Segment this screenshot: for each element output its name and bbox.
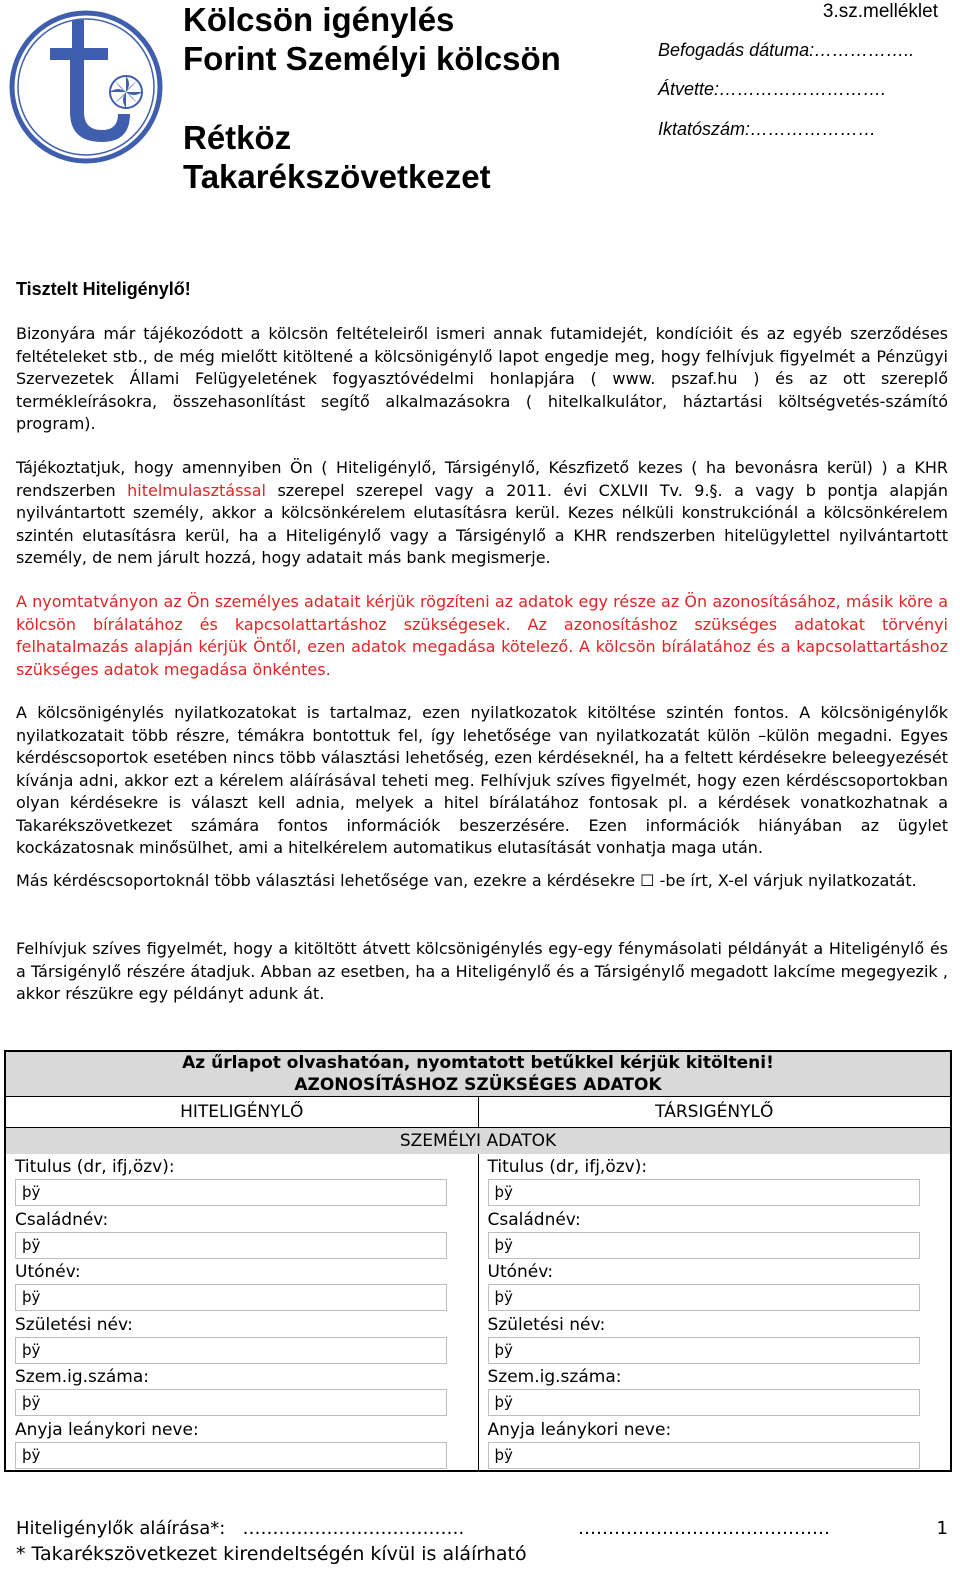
coapplicant-firstname-field [488, 1261, 951, 1314]
field-label: Családnév: [487, 1209, 581, 1230]
field-label: Utónév: [487, 1262, 554, 1282]
identification-form [4, 1050, 952, 1472]
khr-paragraph [16, 457, 948, 570]
applicant-title-field [15, 1156, 478, 1209]
coapplicant-firstname-input[interactable]: þÿ [488, 1284, 920, 1311]
applicant-birthname-field [15, 1314, 478, 1367]
coapplicant-id-field [488, 1366, 951, 1419]
received-by-field: Átvette:………………………. [658, 79, 887, 99]
form-body [6, 1154, 950, 1471]
signature-field-coapplicant[interactable]: …………………………………… [578, 1518, 830, 1539]
form-header [6, 1052, 950, 1097]
title-block [183, 0, 561, 196]
applicant-column [6, 1154, 479, 1471]
column-header-applicant: HITELIGÉNYLŐ [6, 1097, 479, 1127]
coapplicant-mother-name-field [488, 1419, 951, 1472]
field-label: Születési név: [15, 1314, 133, 1335]
coapplicant-surname-field [488, 1209, 951, 1262]
field-label: Szem.ig.száma: [15, 1367, 149, 1387]
checkbox-paragraph: Más kérdéscsoportoknál több választási lehetősége van, ezekre a kérdésekre ☐ -be írt, X-el várjuk nyilatkozatát. [16, 871, 917, 890]
field-label: Születési név: [487, 1314, 606, 1335]
applicant-mother-name-input[interactable]: þÿ [15, 1442, 447, 1469]
applicant-birthname-input[interactable]: þÿ [15, 1337, 447, 1364]
received-date-field: Befogadás dátuma:…………….. [658, 40, 915, 60]
signature-line [16, 1518, 464, 1539]
copy-paragraph: Felhívjuk szíves figyelmét, hogy a kitöltött átvett kölcsönigénylés egy-egy fénymásolati példányát a Hiteligénylő és a Társigénylő részére átadjuk. Abban az esetben, ha a Hiteligénylő és a Társigénylő megadott lakcíme megegyezik , akkor részükre egy példányt adunk át. [16, 939, 948, 1003]
page-title: Kölcsön igénylés [183, 1, 455, 38]
file-number-field: Iktatószám:………………… [658, 119, 877, 139]
signature-field-applicant[interactable]: ………………………………. [242, 1518, 465, 1539]
coapplicant-surname-input[interactable]: þÿ [488, 1232, 920, 1259]
declarations-paragraph: A kölcsönigénylés nyilatkozatokat is tartalmaz, ezen nyilatkozatok kitöltése szintén fontos. A kölcsönigénylők nyilatkozatait több részre, témákra bontottuk fel, így lehetősége van nyilatkozatát külön –külön megadni. Egyes kérdéscsoportok esetében nincs több választási lehetőség, ezen kérdéseknél, ha a feltett kérdésekre beleegyezését kívánja adni, akkor ezt a kérelem aláírásával teheti meg. Felhívjuk szíves figyelmét, hogy ezen kérdéscsoportokban olyan kérdésekre is választ kell adnia, melyek a hitel bírálatához fontosak pl. a kérdések vonatkozhatnak a Takarékszövetkezet számára fontos információk beszerzésére. Ezen információk hiányában az ügylet kockázatosnak minősülhet, ami a hitelkérelem automatikus elutasítását vonhatja maga után. [16, 703, 948, 857]
org-name-line1: Rétköz [183, 119, 292, 156]
applicant-surname-input[interactable]: þÿ [15, 1232, 447, 1259]
form-section-title: AZONOSÍTÁSHOZ SZÜKSÉGES ADATOK [294, 1075, 662, 1095]
applicant-mother-name-field [15, 1419, 478, 1472]
field-label: Titulus (dr, ifj,özv): [487, 1157, 648, 1177]
field-label: Anyja leánykori neve: [15, 1419, 199, 1440]
data-protection-paragraph: A nyomtatványon az Ön személyes adatait kérjük rögzíteni az adatok egy része az Ön azonosításához, másik köre a kölcsön bírálatához és kapcsolattartáshoz szükségesek. Az azonosításhoz szükséges adatokat törvényi felhatalmazás alapján kérjük Öntől, ezen adatok megadása kötelező. A kölcsön bírálatához és a kapcsolattartáshoz szükséges adatok megadása önkéntes. [16, 592, 948, 679]
khr-text-b: szerepel szerepel vagy a 2011. évi CXLVII Tv. 9.§. a vagy b pontja alapján nyilvántartott személy, akkor a kölcsönkérelem elutasításra kerül. Kezes nélküli konstrukciónál a kölcsönkérelem szintén elutasításra kerül, ha a Hiteligénylő vagy a Társigénylő a KHR rendszerben hitelügylettel nyilvántartott személy, de nem járult hozzá, hogy adatait más bank megismerje. [16, 480, 948, 567]
applicant-id-field [15, 1366, 478, 1419]
footnote: * Takarékszövetkezet kirendeltségén kívül is aláírható [16, 1543, 527, 1565]
field-label: Anyja leánykori neve: [487, 1419, 672, 1440]
org-name-line2: Takarékszövetkezet [183, 158, 491, 195]
applicant-firstname-field [15, 1261, 478, 1314]
applicant-firstname-input[interactable]: þÿ [15, 1284, 447, 1311]
annex-label: 3.sz.melléklet [822, 1, 938, 22]
coapplicant-title-input[interactable]: þÿ [488, 1179, 920, 1206]
applicant-surname-field [15, 1209, 478, 1262]
signature-label: Hiteligénylők aláírása*: [16, 1518, 226, 1539]
field-label: Utónév: [15, 1262, 81, 1282]
form-subsection-title: SZEMÉLYI ADATOK [6, 1127, 950, 1154]
coapplicant-birthname-input[interactable]: þÿ [488, 1337, 920, 1364]
field-label: Szem.ig.száma: [487, 1367, 622, 1387]
coapplicant-birthname-field [488, 1314, 951, 1367]
page-number: 1 [936, 1518, 948, 1539]
coapplicant-mother-name-input[interactable]: þÿ [488, 1442, 920, 1469]
field-label: Családnév: [15, 1209, 109, 1230]
form-instruction: Az űrlapot olvashatóan, nyomtatott betűkkel kérjük kitölteni! [182, 1053, 774, 1073]
applicant-id-input[interactable]: þÿ [15, 1389, 447, 1416]
applicant-title-input[interactable]: þÿ [15, 1179, 447, 1206]
field-label: Titulus (dr, ifj,özv): [15, 1157, 175, 1177]
coapplicant-column [479, 1154, 951, 1471]
logo-icon [6, 8, 166, 166]
form-column-headers [6, 1097, 950, 1127]
intro-paragraph: Bizonyára már tájékozódott a kölcsön feltételeiről ismeri annak futamidejét, kondícióit és az egyéb szerződéses feltételeket stb., de még mielőtt kitöltené a kölcsönigénylő lapot engedje meg, hogy felhívjuk figyelmét a Pénzügyi Szervezetek Állami Felügyeletének fogyasztóvédelmi honlapjára ( www. pszaf.hu ) és az ott szereplő termékleírásokra, összehasonlítást segítő alkalmazásokra ( hitelkalkulátor, háztartási költségvetés-számító program). [16, 324, 948, 433]
page-subtitle: Forint Személyi kölcsön [183, 40, 561, 77]
khr-text-a: Tájékoztatjuk, hogy amennyiben Ön ( Hiteligénylő, Társigénylő, Készfizető kezes ( ha bevonásra kerül) ) a KHR rendszerben [16, 458, 948, 500]
column-header-coapplicant: TÁRSIGÉNYLŐ [479, 1097, 951, 1127]
coapplicant-id-input[interactable]: þÿ [488, 1389, 920, 1416]
coapplicant-title-field [488, 1156, 951, 1209]
khr-highlight: hitelmulasztással [127, 480, 266, 500]
greeting: Tisztelt Hiteligénylő! [16, 279, 191, 299]
